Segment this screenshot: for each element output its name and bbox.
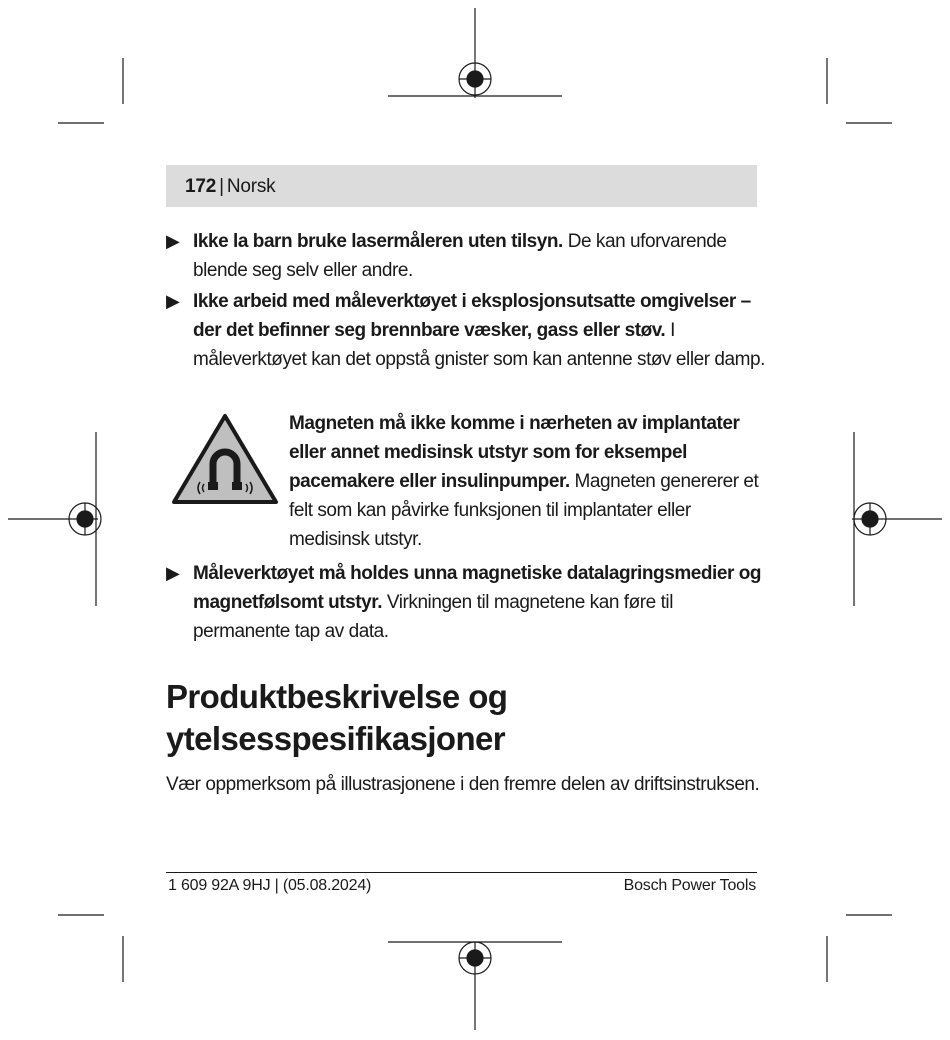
header-separator: |: [219, 176, 224, 197]
warning-bold: Måleverktøyet må holdes unna magnetiske datalagringsmedier og magnetfølsomt utstyr.: [193, 563, 762, 613]
warning-text: [193, 227, 766, 285]
header-language: Norsk: [226, 176, 276, 197]
warning-plain: Virkningen til magnetene kan føre til permanente tap av data.: [193, 592, 673, 642]
footer-doc-number: 1 609 92A 9HJ | (05.08.2024): [168, 877, 372, 894]
warning-item-explosive: [166, 287, 766, 374]
magnet-warning-plain: Magneten genererer et felt som kan påvirke funksjonen til implantater eller medisinsk utstyr.: [289, 471, 759, 550]
warning-bold: Ikke arbeid med måleverktøyet i eksplosjonsutsatte omgivelser – der det befinner seg brennbare væsker, gass eller støv.: [193, 291, 751, 341]
bullet-arrow-icon: ▶: [166, 231, 180, 251]
section-heading-line2: ytelsesspesifikasjoner: [166, 720, 506, 757]
magnet-warning-bold: Magneten må ikke komme i nærheten av implantater eller annet medisinsk utstyr som for eksempel pacemakere eller insulinpumper.: [289, 413, 740, 492]
warning-plain: I måleverktøyet kan det oppstå gnister som kan antenne støv eller damp.: [193, 320, 765, 370]
section-intro: Vær oppmerksom på illustrasjonene i den fremre delen av driftsinstruksen.: [166, 774, 760, 795]
bullet-arrow-icon: ▶: [166, 563, 180, 583]
page-header: [185, 176, 275, 198]
magnet-warning-text: [289, 409, 759, 554]
registration-target-top: [388, 8, 562, 98]
bullet-arrow-icon: ▶: [166, 291, 180, 311]
registration-target-right: [852, 432, 942, 606]
warning-text: [193, 559, 766, 646]
magnet-warning-icon: [170, 412, 280, 506]
registration-target-left: [8, 432, 101, 606]
section-heading: [166, 676, 766, 760]
warning-text: [193, 287, 766, 374]
footer-brand: Bosch Power Tools: [623, 877, 756, 894]
registration-target-bottom: [388, 942, 562, 1030]
warning-item-magnetic-media: [166, 559, 766, 646]
page-number: 172: [185, 176, 217, 197]
section-heading-line1: Produktbeskrivelse og: [166, 678, 508, 715]
warning-plain: De kan uforvarende blende seg selv eller andre.: [193, 231, 727, 281]
footer-rule: [166, 872, 757, 873]
warning-item-children: [166, 227, 766, 285]
warning-bold: Ikke la barn bruke lasermåleren uten tilsyn.: [193, 231, 563, 252]
